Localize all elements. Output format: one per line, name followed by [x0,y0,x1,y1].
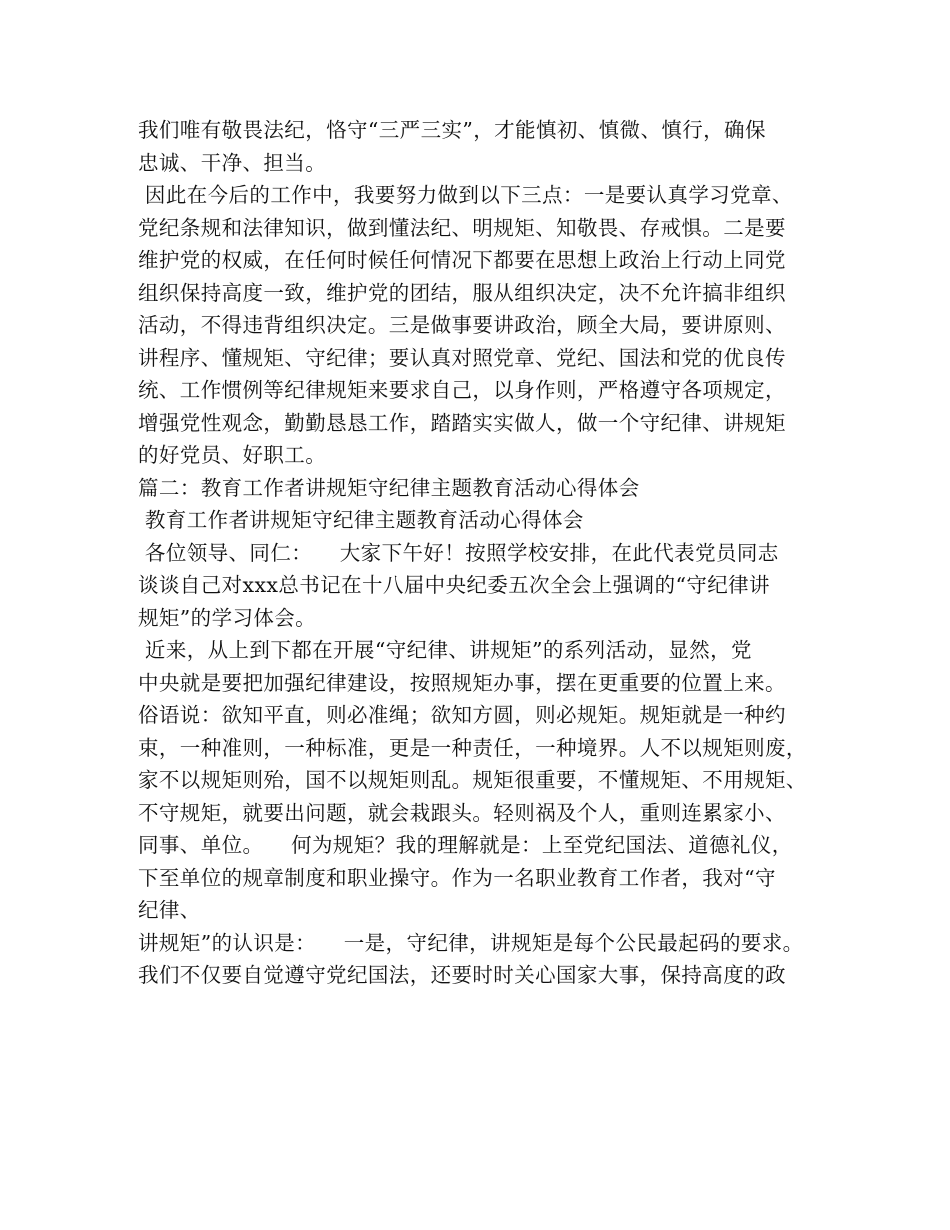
text-line: 党纪条规和法律知识，做到懂法纪、明规矩、知敬畏、存戒惧。二是要 [138,215,786,240]
text-line: 我们不仅要自觉遵守党纪国法，还要时时关心国家大事，保持高度的政 [138,963,786,987]
text-line: 规矩”的学习体会。 [138,605,317,630]
text-line: 近来，从上到下都在开展“守纪律、讲规矩”的系列活动，显然，党 [138,638,752,662]
text-line: 中央就是要把加强纪律建设，按照规矩办事，摆在更重要的位置上来。 [138,670,786,695]
text-line: 活动，不得违背组织决定。三是做事要讲政治，顾全大局，要讲原则、 [138,313,786,337]
text-line: 俗语说：欲知平直，则必准绳；欲知方圆，则必规矩。规矩就是一种约 [138,703,786,727]
text-line: 谈谈自己对xxx总书记在十八届中央纪委五次全会上强调的“守纪律讲 [138,573,770,597]
text-line: 束，一种准则，一种标准，更是一种责任，一种境界。人不以规矩则废， [138,735,807,760]
text-line: 讲规矩”的认识是： 一是，守纪律，讲规矩是每个公民最起码的要求。 [138,930,804,955]
text-line: 各位领导、同仁： 大家下午好！按照学校安排，在此代表党员同志 [138,540,779,565]
article-title: 教育工作者讲规矩守纪律主题教育活动心得体会 [138,508,584,532]
text-line: 不守规矩，就要出问题，就会栽跟头。轻则祸及个人，重则连累家小、 [138,800,786,825]
text-line: 同事、单位。 何为规矩？我的理解就是：上至党纪国法、道德礼仪， [138,833,793,857]
section-heading: 篇二：教育工作者讲规矩守纪律主题教育活动心得体会 [138,475,640,500]
text-line: 增强党性观念，勤勤恳恳工作，踏踏实实做人，做一个守纪律、讲规矩 [138,410,786,435]
text-line: 下至单位的规章制度和职业操守。作为一名职业教育工作者，我对“守 [138,865,776,890]
text-line: 组织保持高度一致，维护党的团结，服从组织决定，决不允许搞非组织 [138,280,786,305]
text-line: 统、工作惯例等纪律规矩来要求自己，以身作则，严格遵守各项规定， [138,378,786,402]
text-line: 我们唯有敬畏法纪，恪守“三严三实”，才能慎初、慎微、慎行，确保 [138,118,766,142]
text-line: 的好党员、好职工。 [138,443,327,467]
text-line: 家不以规矩则殆，国不以规矩则乱。规矩很重要，不懂规矩、不用规矩、 [138,768,807,792]
text-line: 维护党的权威，在任何时候任何情况下都要在思想上政治上行动上同党 [138,248,786,272]
text-line: 因此在今后的工作中，我要努力做到以下三点：一是要认真学习党章、 [138,183,793,207]
text-line: 纪律、 [138,898,201,922]
document-body [138,114,838,992]
text-line: 讲程序、懂规矩、守纪律；要认真对照党章、党纪、国法和党的优良传 [138,345,786,370]
text-line: 忠诚、干净、担当。 [138,150,327,175]
